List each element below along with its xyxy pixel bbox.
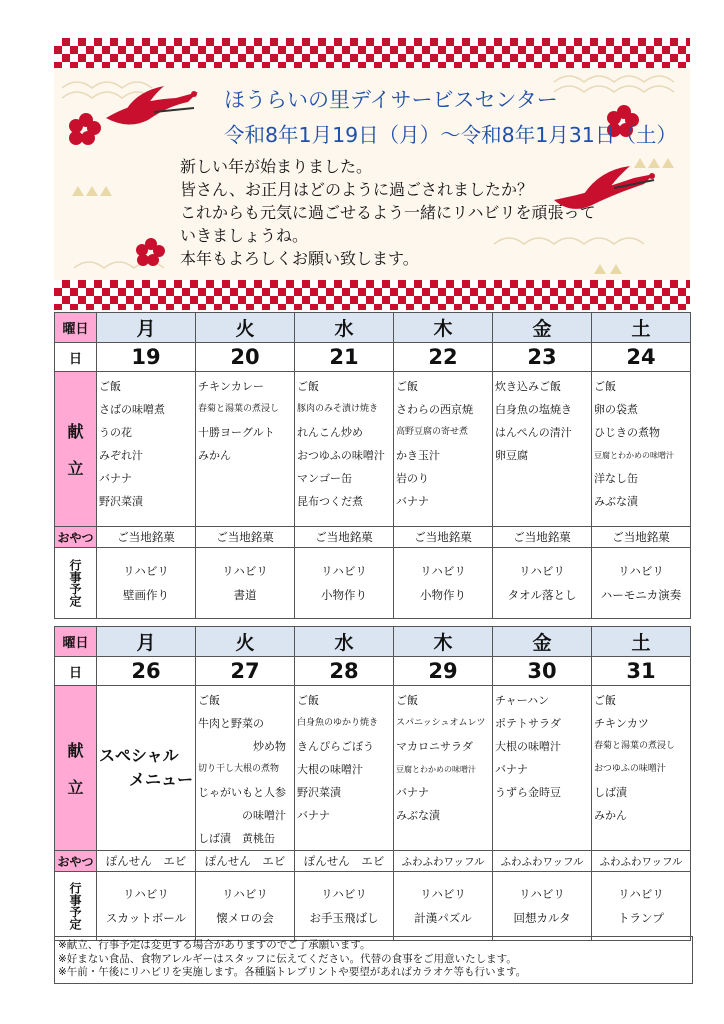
menu-item: 洋なし缶 [594,472,638,485]
menu-label-char: 献 [67,741,84,760]
event-cell [97,548,196,619]
event-cell [493,872,592,941]
menu-item: おつゆふの味噌汁 [297,449,385,462]
menu-item: みかん [198,449,231,462]
menu-cell [295,372,394,527]
menu-item: さわらの西京焼 [396,403,473,416]
week-1-table [54,312,691,619]
menu-item: れんこん炒め [297,426,363,439]
event-item: リハビリ [222,887,268,901]
menu-item: しば漬 [594,786,627,799]
menu-item: 白身魚のゆかり焼き [297,718,379,728]
menu-row [55,372,691,527]
menu-item: ご飯 [99,380,121,393]
menu-item: 大根の味噌汁 [297,763,363,776]
menu-cell [592,686,691,851]
menu-item: 白身魚の塩焼き [495,403,572,416]
event-item: リハビリ [123,887,169,901]
event-item: リハビリ [519,887,565,901]
snack-cell: ぽんせん エビ [295,851,394,872]
event-label [55,548,97,619]
menu-label-char: 立 [67,459,84,478]
menu-label-char: 献 [67,422,84,441]
event-item: リハビリ [420,564,466,578]
menu-item: ご飯 [396,380,418,393]
special-menu-line-2: メニュー [128,770,193,789]
event-item: トランプ [618,911,664,925]
event-cell [295,548,394,619]
event-item: 書道 [233,588,257,602]
menu-cell [592,372,691,527]
date-cell: 24 [592,343,691,372]
snack-cell: ふわふわワッフル [394,851,493,872]
weekday-cell: 月 [97,313,196,343]
event-item: 回想カルタ [513,911,571,925]
date-cell: 27 [196,657,295,686]
event-label [55,872,97,941]
menu-item: 豆腐とわかめの味噌汁 [396,765,476,774]
snack-row [55,851,691,872]
notes-box [54,936,693,984]
menu-item: ポテトサラダ [495,717,561,730]
menu-cell [493,372,592,527]
date-cell: 29 [394,657,493,686]
menu-item: 豚肉のみそ漬け焼き [297,404,379,414]
note-line: ※献立、行事予定は変更する場合がありますのでご了承願います。 [58,939,371,951]
menu-item: じゃがいもと人参 [198,786,286,799]
snack-label: おやつ [55,851,97,872]
event-item: リハビリ [519,564,565,578]
weekday-cell: 金 [493,627,592,657]
event-item: リハビリ [618,887,664,901]
greeting-line-1: 新しい年が始まりました。 [180,157,373,176]
schedule-period: 令和8年1月19日（月）～令和8年1月31日（土） [224,123,677,147]
event-cell [592,548,691,619]
menu-label [55,372,97,527]
menu-item: 春菊と湯葉の煮浸し [594,741,676,751]
event-item: リハビリ [123,564,169,578]
weekday-label: 曜日 [55,627,97,657]
menu-item: 牛肉と野菜の [198,717,264,730]
menu-item: ひじきの煮物 [594,426,660,439]
menu-item: うずら金時豆 [495,786,561,799]
menu-item: 卵豆腐 [495,449,528,462]
event-item: タオル落とし [507,588,577,602]
menu-item: ご飯 [198,694,220,707]
weekday-row [55,313,691,343]
weekday-cell: 火 [196,313,295,343]
menu-item: チキンカレー [198,380,264,393]
event-cell [97,872,196,941]
snack-cell: ご当地銘菓 [394,527,493,548]
event-item: ハーモニカ演奏 [600,588,682,602]
weekday-row [55,627,691,657]
menu-item: 野沢菜漬 [99,495,143,508]
menu-cell [394,686,493,851]
menu-item: うの花 [99,426,132,439]
event-item: 懐メロの会 [216,911,274,925]
menu-item: 炒め物 [253,740,286,753]
menu-item: さばの味噌煮 [99,403,165,416]
menu-item: 野沢菜漬 [297,786,341,799]
weekday-cell: 水 [295,313,394,343]
date-cell: 28 [295,657,394,686]
event-cell [592,872,691,941]
event-item: リハビリ [222,564,268,578]
crane-icon-left [106,86,198,125]
weekday-cell: 水 [295,627,394,657]
event-row [55,872,691,941]
menu-item: ご飯 [594,694,616,707]
snack-cell: ふわふわワッフル [592,851,691,872]
event-label-text: 行事予定 [68,882,82,930]
menu-item: バナナ [99,472,132,485]
menu-item: 十勝ヨーグルト [198,426,275,439]
snack-row [55,527,691,548]
date-cell: 31 [592,657,691,686]
event-row [55,548,691,619]
menu-item: みぞれ汁 [99,449,143,462]
menu-row [55,686,691,851]
snack-cell: ぽんせん エビ [97,851,196,872]
week-2-table [54,626,691,941]
facility-title: ほうらいの里デイサービスセンター [224,88,558,112]
menu-item: 昆布つくだ煮 [297,495,363,508]
event-label-text: 行事予定 [68,559,82,607]
weekday-label: 曜日 [55,313,97,343]
event-cell [493,548,592,619]
checker-border-bottom [54,280,690,310]
menu-item: バナナ [495,763,528,776]
menu-item: チキンカツ [594,717,649,730]
menu-item: 高野豆腐の寄せ煮 [396,427,469,437]
header-banner [54,38,690,310]
menu-label-char: 立 [67,778,84,797]
event-item: 小物作り [420,588,466,602]
menu-cell [97,372,196,527]
event-item: 壁画作り [123,588,169,602]
menu-item: 岩のり [396,472,429,485]
snack-label: おやつ [55,527,97,548]
event-cell [196,872,295,941]
menu-cell [196,372,295,527]
snack-cell: ご当地銘菓 [493,527,592,548]
menu-cell [493,686,592,851]
weekday-cell: 火 [196,627,295,657]
event-item: リハビリ [321,887,367,901]
special-menu-line-1: スペシャル [99,746,179,765]
event-cell [394,548,493,619]
menu-item: スパニッシュオムレツ [396,718,486,728]
date-cell: 21 [295,343,394,372]
menu-item: バナナ [396,786,429,799]
weekday-cell: 月 [97,627,196,657]
greeting-line-5: 本年もよろしくお願い致します。 [180,249,419,268]
event-item: お手玉飛ばし [309,911,379,925]
greeting-line-2: 皆さん、お正月はどのように過ごされましたか？ [180,180,533,199]
menu-item: ご飯 [396,694,418,707]
date-row [55,343,691,372]
weekday-cell: 土 [592,627,691,657]
menu-item: の味噌汁 [242,809,286,822]
menu-item: 春菊と湯葉の煮浸し [198,404,280,414]
snack-cell: ぽんせん エビ [196,851,295,872]
special-menu-cell [97,686,196,851]
date-cell: 23 [493,343,592,372]
menu-item: ご飯 [594,380,616,393]
menu-item: バナナ [297,809,330,822]
checker-border-top [54,38,690,68]
menu-item: みかん [594,809,627,822]
date-cell: 30 [493,657,592,686]
menu-cell [196,686,295,851]
snack-cell: ご当地銘菓 [97,527,196,548]
event-item: リハビリ [420,887,466,901]
weekday-cell: 土 [592,313,691,343]
menu-item: 切り干し大根の煮物 [198,764,280,774]
snack-cell: ふわふわワッフル [493,851,592,872]
date-cell: 26 [97,657,196,686]
event-cell [394,872,493,941]
date-cell: 20 [196,343,295,372]
event-cell [196,548,295,619]
weekday-cell: 木 [394,627,493,657]
menu-item: はんぺんの清汁 [495,426,572,439]
menu-item: 大根の味噌汁 [495,740,561,753]
note-line: ※好まない食品、食物アレルギーはスタッフに伝えてください。代替の食事をご用意いたします。 [58,952,517,965]
menu-cell [394,372,493,527]
menu-item: しば漬 黄桃缶 [198,832,275,845]
snack-cell: ご当地銘菓 [295,527,394,548]
snack-cell: ご当地銘菓 [196,527,295,548]
weekday-cell: 金 [493,313,592,343]
menu-item: ご飯 [297,694,319,707]
menu-item: 炊き込みご飯 [495,380,561,393]
snack-cell: ご当地銘菓 [592,527,691,548]
menu-item: マンゴー缶 [297,472,352,485]
note-line: ※午前・午後にリハビリを実施します。各種脳トレプリントや要望があればカラオケ等も行います。 [58,966,527,978]
date-cell: 22 [394,343,493,372]
menu-item: みぶな漬 [396,809,440,822]
menu-item: ご飯 [297,380,319,393]
event-item: スカットボール [105,911,187,925]
menu-item: 豆腐とわかめの味噌汁 [594,451,674,460]
menu-item: おつゆふの味噌汁 [594,764,666,774]
menu-item: みぶな漬 [594,495,638,508]
menu-item: かき玉汁 [396,449,440,462]
event-item: リハビリ [618,564,664,578]
event-item: 小物作り [321,588,367,602]
menu-item: 卵の袋煮 [594,403,638,416]
menu-cell [295,686,394,851]
date-label: 日 [55,343,97,372]
menu-item: チャーハン [495,694,550,707]
greeting-line-4: いきましょうね。 [180,226,309,245]
menu-item: バナナ [396,495,429,508]
menu-label [55,686,97,851]
weekday-cell: 木 [394,313,493,343]
menu-item: きんぴらごぼう [297,740,374,753]
greeting-line-3: これからも元気に過ごせるよう一緒にリハビリを頑張って [180,203,596,222]
date-row [55,657,691,686]
date-cell: 19 [97,343,196,372]
date-label: 日 [55,657,97,686]
event-item: リハビリ [321,564,367,578]
event-item: 計漢パズル [414,911,472,925]
menu-item: マカロニサラダ [396,740,473,753]
event-cell [295,872,394,941]
